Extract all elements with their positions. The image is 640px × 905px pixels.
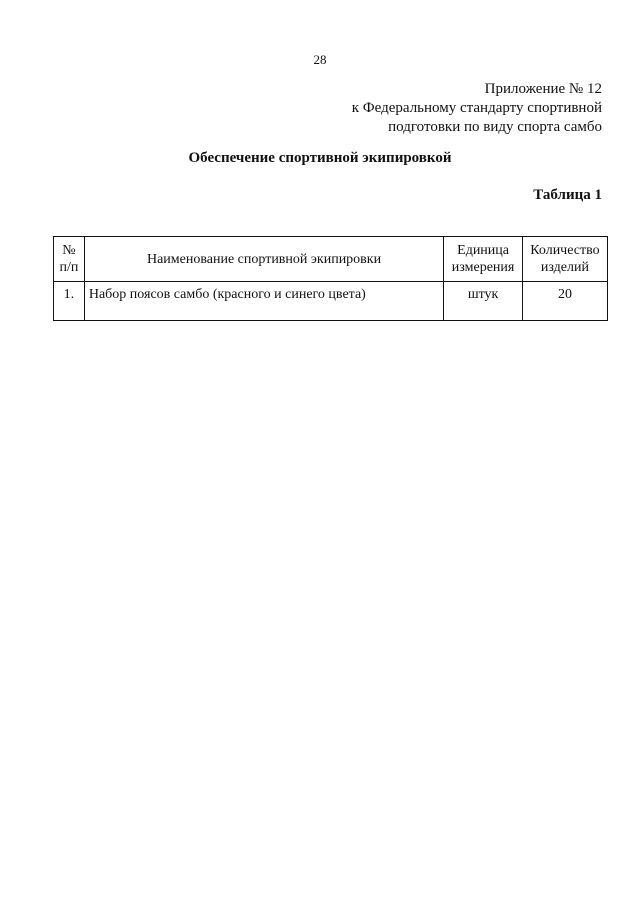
header-number-line-2: п/п (59, 260, 79, 275)
table-row (54, 282, 608, 321)
row-name: Набор поясов самбо (красного и синего цвета) (84, 282, 443, 321)
appendix-block (352, 80, 602, 137)
page-number: 28 (313, 52, 327, 67)
header-number-line-1: № (62, 243, 76, 258)
header-unit (444, 237, 523, 282)
appendix-line-2: к Федеральному стандарту спортивной (351, 100, 602, 116)
appendix-line-3: подготовки по виду спорта самбо (388, 119, 602, 135)
row-number: 1. (54, 282, 85, 321)
equipment-table (53, 236, 608, 321)
header-quantity-line-1: Количество (530, 243, 600, 258)
header-number (54, 237, 85, 282)
header-name: Наименование спортивной экипировки (84, 237, 443, 282)
document-title: Обеспечение спортивной экипировкой (188, 150, 452, 166)
header-unit-line-2: измерения (451, 260, 515, 275)
appendix-line-1: Приложение № 12 (484, 81, 602, 97)
table-label: Таблица 1 (533, 187, 602, 203)
header-quantity-line-2: изделий (540, 260, 589, 275)
row-unit: штук (444, 282, 523, 321)
table-header-row (54, 237, 608, 282)
header-quantity (522, 237, 607, 282)
row-quantity: 20 (522, 282, 607, 321)
header-unit-line-1: Единица (457, 243, 509, 258)
